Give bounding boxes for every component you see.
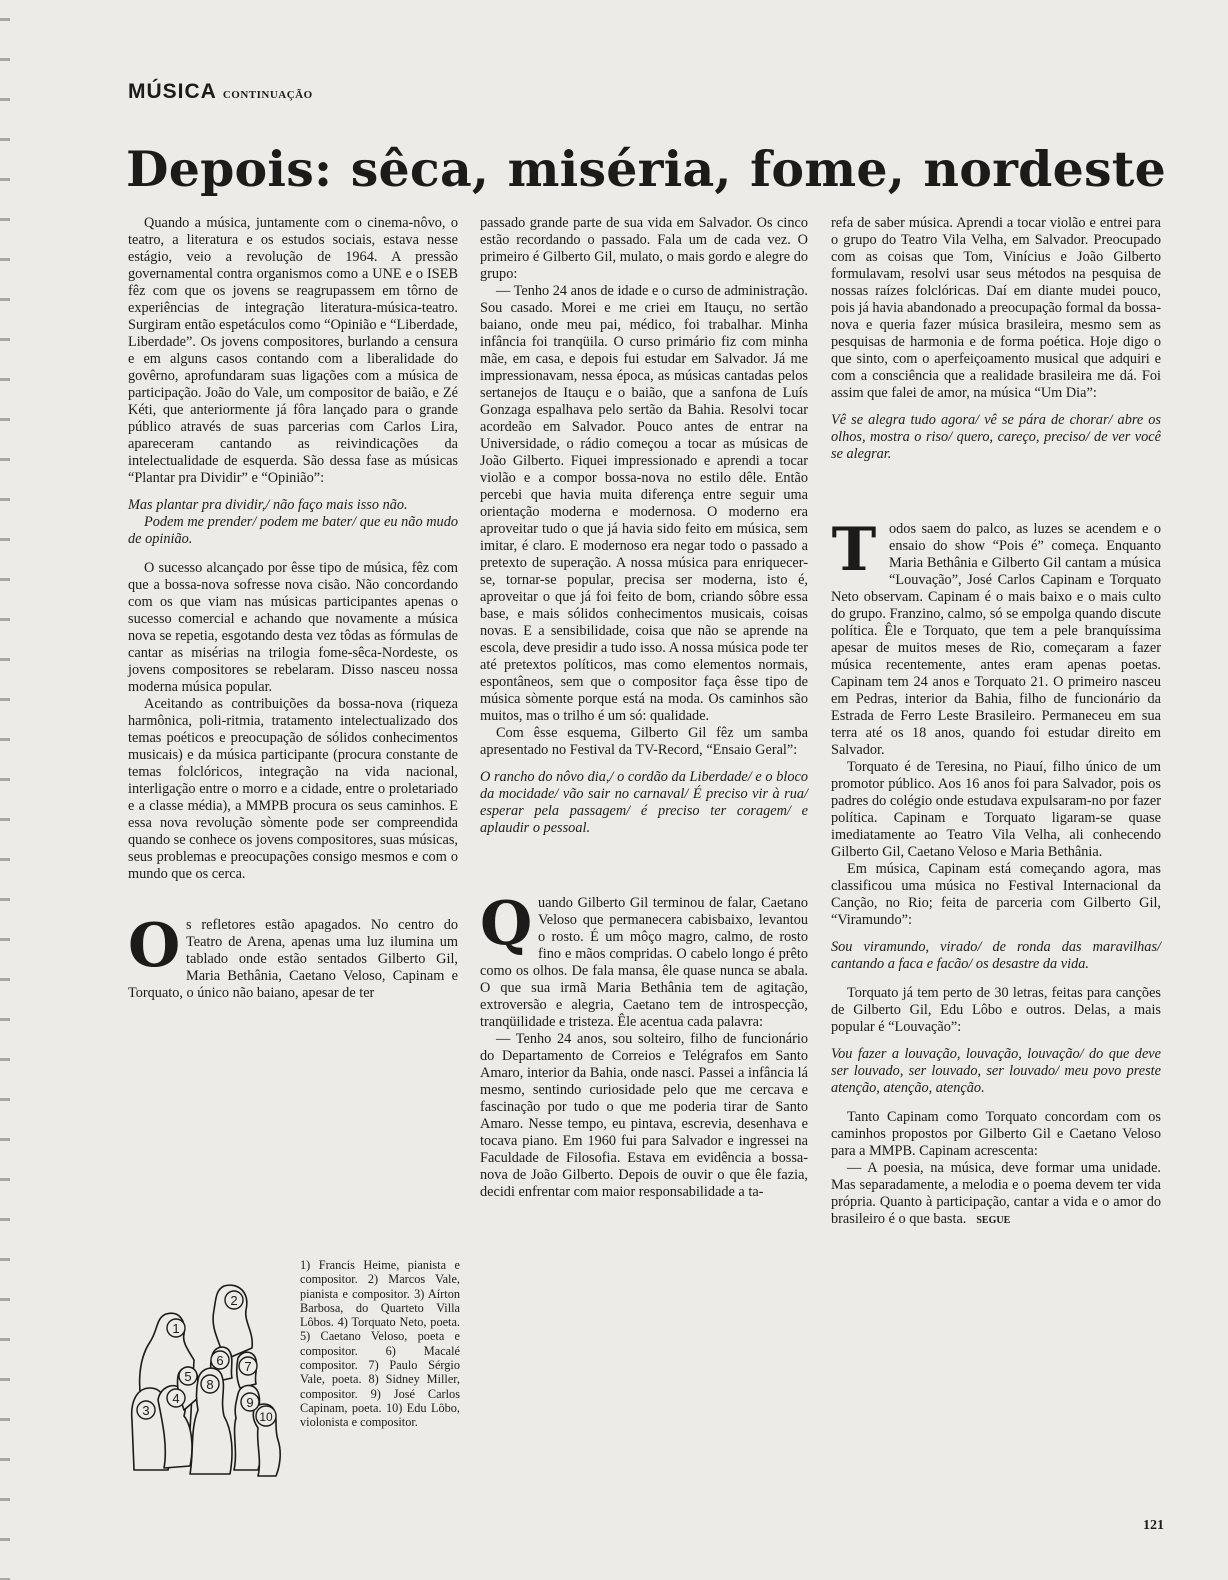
drop-cap: T: [831, 515, 877, 585]
lyric-quote: [128, 497, 458, 548]
dropcap-paragraph: [831, 515, 1161, 759]
article-column-2: [480, 215, 808, 1201]
figure-number: 9: [246, 1395, 254, 1410]
figure-number: 1: [172, 1321, 180, 1336]
figure-number: 3: [142, 1403, 150, 1418]
section-continuation: CONTINUAÇÃO: [222, 89, 313, 101]
dropcap-paragraph: [128, 911, 458, 1002]
group-silhouette-diagram: [128, 1270, 288, 1480]
figure-number: 6: [216, 1353, 224, 1368]
article-headline: Depois: sêca, miséria, fome, nordeste: [126, 140, 1166, 198]
paragraph-text: uando Gilberto Gil terminou de falar, Caetano Veloso que permanecera cabisbaixo, levantou o rosto. É um môço magro, calmo, de rosto fino e mãos compridas. O cabelo longo é prêto como os olhos. De fala mansa, êle quase nunca se abala. O que sua irmã Maria Bethânia tem de agitação, extroversão e alegria, Caetano tem de introspecção, tranqüilidade e tristeza. Êle acentua cada palavra:: [480, 895, 808, 1030]
paragraph: refa de saber música. Aprendi a tocar violão e entrei para o grupo do Teatro Vila Velha, em Salvador. Preocupado com as coisas que Tom, Vinícius e João Gilberto formulavam, resolvi usar seus métodos na pesquisa de nossas raízes folclóricas. Daí em diante mudei pouco, pois já havia abandonado a preocupação formal da bossa-nova e queria fazer música brasileira, mesmo sem as pesquisas de harmonia e de forma poética. Hoje digo o que sinto, com o aperfeiçoamento musical que adquiri e com a consciência que a realidade brasileira me dá. Foi assim que falei de amor, na música “Um Dia”:: [831, 215, 1161, 401]
paragraph: — Tenho 24 anos de idade e o curso de administração. Sou casado. Morei e me criei em Itauçu, no sertão baiano, onde meu pai, médico, foi trabalhar. Minha infância foi tranqüila. O curso primário fiz com minha mãe, em casa, e depois fui estudar em Salvador. Já me impressionavam, nessa época, as músicas cantadas pelos sertanejos de Itauçu e o baião, que a sanfona de Luís Gonzaga espalhava pelo sertão da Bahia. Resolvi tocar acordeão em Salvador. Pouco antes de entrar na Universidade, o rádio começou a tocar as músicas de João Gilberto. Fiquei impressionado e aprendi a tocar violão e a compor bossa-nova no estilo dêle. Então percebi que havia muita diferença entre seguir uma orientação moderna e modernosa. O moderno era aproveitar tudo o que já havia sido feito em música, sem imitar, é claro. E modernoso era negar todo o passado a pretexto de superação. A nossa música para enriquecer-se, tornar-se popular, precisa ser moderna, isto é, aproveitar o que já foi feito de bom, criando sôbre essa base, e mais sólidos conhecimentos musicais, coisas novas. E a sensibilidade, coisa que não se aprende na escola, deve presidir a tudo isso. A nossa música pode ter até pretextos políticos, mas como elementos normais, espontâneos, sem que o compositor faça êsse tipo de música sòmente porque está na moda. Os caminhos são muitos, mas o trilho é um só: qualidade.: [480, 283, 808, 724]
article-column-3: [831, 215, 1161, 1229]
photo-key-figure: [128, 1258, 458, 1498]
figure-number: 2: [230, 1293, 238, 1308]
page-binding-edge: [0, 0, 10, 1580]
paragraph: passado grande parte de sua vida em Salvador. Os cinco estão recordando o passado. Fala um de cada vez. O primeiro é Gilberto Gil, mulato, o mais gordo e alegre do grupo:: [480, 215, 808, 282]
figure-number: 5: [184, 1369, 192, 1384]
lyric-quote: Sou viramundo, virado/ de ronda das maravilhas/ cantando a faca e facão/ os desastre da vida.: [831, 939, 1161, 972]
section-label: [128, 80, 313, 104]
lyric-quote: O rancho do nôvo dia,/ o cordão da Liberdade/ e o bloco da mocidade/ vão sair no carnaval/ É preciso vir à rua/ esperar pela passagem/ é preciso ter coragem/ e aplaudir o pessoal.: [480, 769, 808, 836]
paragraph: — Tenho 24 anos, sou solteiro, filho de funcionário do Departamento de Correios e Telégrafos em Santo Amaro, interior da Bahia, onde nasci. Passei a infância lá mesmo, sentindo curiosidade pelo que me cercava e fascinação por tudo o que me poderia tirar de Santo Amaro. Nesse tempo, eu pintava, escrevia, desenhava e tocava piano. Em 1960 fui para Salvador e ingressei na Faculdade de Filosofia. Estava em evidência a bossa-nova de João Gilberto. Depois de ouvir o que êle fazia, decidi enfrentar com maior responsabilidade a ta-: [480, 1031, 808, 1200]
section-name: MÚSICA: [128, 80, 217, 103]
paragraph-text: — A poesia, na música, deve formar uma unidade. Mas separadamente, a melodia e o poema devem ter vida própria. Quanto à participação, cantar a vida e o amor do brasileiro é o que basta.: [831, 1160, 1161, 1227]
lyric-line: Podem me prender/ podem me bater/ que eu não mudo de opinião.: [128, 514, 458, 547]
figure-number: 4: [172, 1391, 180, 1406]
figure-caption: 1) Francis Heime, pianista e compositor. 2) Marcos Vale, pianista e compositor. 3) Aírton Barbosa, do Quarteto Villa Lôbos. 4) Torquato Neto, poeta. 5) Caetano Veloso, poeta e compositor. 6) Macalé compositor. 7) Paulo Sérgio Vale, poeta. 8) Sidney Miller, compositor. 9) José Carlos Capinam, poeta. 10) Edu Lôbo, violonista e compositor.: [300, 1258, 460, 1430]
page-number: 121: [1143, 1518, 1164, 1533]
paragraph: Torquato é de Teresina, no Piauí, filho único de um promotor público. Aos 16 anos foi para Salvador, pois os padres do colégio onde estudava expulsaram-no por fazer política. Capinam e Torquato ligaram-se quase imediatamente ao Teatro Vila Velha, ali conhecendo Gilberto Gil, Caetano Veloso e Maria Bethânia.: [831, 759, 1161, 860]
paragraph: Em música, Capinam está começando agora, mas classificou uma música no Festival Internacional da Canção, no Rio; feita de parceria com Gilberto Gil, “Viramundo”:: [831, 861, 1161, 928]
continued-marker: SEGUE: [976, 1215, 1011, 1226]
paragraph: Torquato já tem perto de 30 letras, feitas para canções de Gilberto Gil, Edu Lôbo e outros. Delas, a mais popular é “Louvação”:: [831, 985, 1161, 1035]
article-column-1: [128, 215, 458, 1002]
figure-number: 7: [244, 1359, 252, 1374]
paragraph: Quando a música, juntamente com o cinema-nôvo, o teatro, a literatura e os estudos sociais, estava nesse estágio, veio a revolução de 1964. A pressão governamental contra organismos como a UNE e o ISEB fêz com que os jovens se reagrupassem em tôrno de experiências de integração literatura-música-teatro. Surgiram então espetáculos como “Opinião e “Liberdade, Liberdade”. Os jovens compositores, burlando a censura e em alguns casos contando com a liberalidade do govêrno, aprofundaram suas ligações com a música de participação. João do Vale, um compositor de baião, e Zé Kéti, que anteriormente já fôra lançado para o grande público através de suas parcerias com Carlos Lira, apareceram cantando as reivindicações da intelectualidade de esquerda. São dessa fase as músicas “Plantar pra Dividir” e “Opinião”:: [128, 215, 458, 486]
lyric-quote: Vou fazer a louvação, louvação, louvação/ do que deve ser louvado, ser louvado, ser louvado/ meu povo preste atenção, atenção, atenção.: [831, 1046, 1161, 1096]
dropcap-paragraph: [480, 889, 808, 1031]
paragraph: Tanto Capinam como Torquato concordam com os caminhos propostos por Gilberto Gil e Caetano Veloso para a MMPB. Capinam acrescenta:: [831, 1109, 1161, 1159]
paragraph: [831, 1160, 1161, 1229]
figure-number: 8: [206, 1377, 214, 1392]
paragraph: O sucesso alcançado por êsse tipo de música, fêz com que a bossa-nova sofresse nova cisão. Não concordando com os que viam nas músicas participantes apenas o sucesso comercial e achando que novamente a música nova se repetia, esgotando desta vez tôdas as fórmulas de cantar as misérias na trilogia fome-sêca-Nordeste, os jovens compositores se rebelaram. Disso nasceu nossa moderna música popular.: [128, 560, 458, 695]
paragraph: Com êsse esquema, Gilberto Gil fêz um samba apresentado no Festival da TV-Record, “Ensaio Geral”:: [480, 725, 808, 758]
drop-cap: O: [128, 911, 181, 981]
paragraph: Aceitando as contribuições da bossa-nova (riqueza harmônica, poli-ritmia, tratamento intelectualizado dos temas poéticos e preocupação de sólidos conhecimentos musicais) e da música participante (procura constante de temas folclóricos, integração na vida nacional, interligação entre o morro e a cidade, entre o proletariado e a classe média), a MMPB procura os seus caminhos. E essa nova revolução sòmente pode ser compreendida quando se conhece os jovens compositores, suas músicas, seus problemas e preocupações consigo mesmos e com o mundo que os cerca.: [128, 696, 458, 882]
paragraph-text: s refletores estão apagados. No centro do Teatro de Arena, apenas uma luz ilumina um tablado onde estão sentados Gilberto Gil, Maria Bethânia, Caetano Veloso, Capinam e Torquato, o único não baiano, apesar de ter: [128, 917, 458, 1001]
drop-cap: Q: [480, 889, 533, 959]
lyric-quote: Vê se alegra tudo agora/ vê se pára de chorar/ abre os olhos, mostra o riso/ quero, careço, preciso/ de ver você se alegrar.: [831, 412, 1161, 462]
lyric-line: Mas plantar pra dividir,/ não faço mais isso não.: [128, 497, 408, 513]
paragraph-text: odos saem do palco, as luzes se acendem e o ensaio do show “Pois é” começa. Enquanto Maria Bethânia e Gilberto Gil cantam a música “Louvação”, José Carlos Capinam e Torquato Neto observam. Capinam é o mais baixo e o mais culto do grupo. Franzino, calmo, só se empolga quando discute política. Êle e Torquato, que tem a pele branquíssima apesar de muitos meses de Rio, começaram a fazer música recentemente, antes eram apenas poetas. Capinam tem 24 anos e Torquato 21. O primeiro nasceu em Pedras, interior da Bahia, filho de funcionário da Estrada de Ferro Leste Brasileiro. Permaneceu em sua terra até os 18 anos, quando foi estudar direito em Salvador.: [831, 521, 1161, 758]
figure-number: 10: [259, 1410, 273, 1424]
